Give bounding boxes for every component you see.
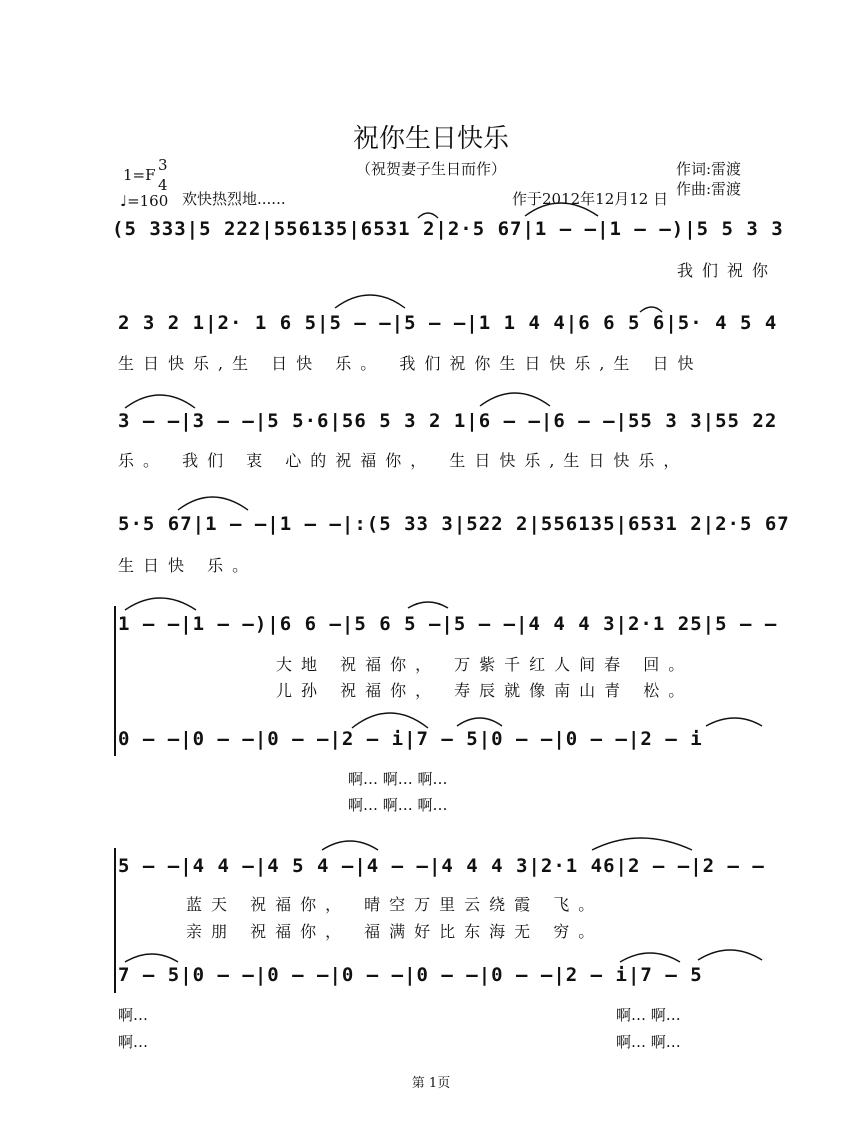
harmony-lyrics-6-right-verse-1: 啊… 啊… [616,1006,681,1024]
harmony-line-6: 7 – 5|0 – –|0 – –|0 – –|0 – –|0 – –|2 – i|7 – 5 [118,964,703,986]
lyrics-line-4: 生日快 乐。 [118,556,258,575]
harmony-lyrics-5-verse-2: 啊… 啊… 啊… [348,796,448,814]
harmony-line-5: 0 – –|0 – –|0 – –|2 – i|7 – 5|0 – –|0 – –|2 – i [118,728,703,750]
harmony-lyrics-5-verse-1: 啊… 啊… 啊… [348,770,448,788]
melody-line-1: (5 333|5 222|556135|6531 2|2·5 67|1 – –|1 – –)|5 5 3 3 [112,218,784,240]
melody-line-6: 5 – –|4 4 –|4 5 4 –|4 – –|4 4 4 3|2·1 46|2 – –|2 – – [118,855,765,877]
melody-line-3: 3 – –|3 – –|5 5·6|56 5 3 2 1|6 – –|6 – –|55 3 3|55 22 [118,410,778,432]
song-title: 祝你生日快乐 [352,124,509,154]
harmony-lyrics-6-left-verse-2: 啊… [118,1033,149,1051]
page-number: 第 1页 [411,1076,451,1091]
tempo-marking: ♩=160 [120,192,169,210]
lyrics-line-5-verse-1: 大地 祝福你， 万紫千红人间春 回。 [276,655,694,674]
lyrics-line-6-verse-1: 蓝天 祝福你， 晴空万里云绕霞 飞。 [186,895,604,914]
time-signature-top: 3 [158,156,168,174]
composer: 作曲:雷渡 [676,180,742,198]
lyricist: 作词:雷渡 [676,160,742,178]
song-subtitle: （祝贺妻子生日而作） [355,160,506,178]
lyrics-line-3: 乐。 我们 衷 心的祝福你， 生日快乐,生日快乐， [118,451,689,470]
lyrics-line-1: 我们祝你 [677,261,778,280]
composition-date: 作于2012年12月12 日 [512,190,669,208]
lyrics-line-5-verse-2: 儿孙 祝福你， 寿辰就像南山青 松。 [276,681,694,700]
time-signature-bottom: 4 [158,176,168,194]
expression-marking: 欢快热烈地...... [182,190,286,208]
key-signature: 1=F [123,166,156,184]
harmony-lyrics-6-right-verse-2: 啊… 啊… [616,1033,681,1051]
melody-line-4: 5·5 67|1 – –|1 – –|:(5 33 3|522 2|556135|6531 2|2·5 67 [118,513,790,535]
lyrics-line-2: 生日快乐,生 日快 乐。 我们祝你生日快乐,生 日快 [118,354,703,373]
melody-line-5: 1 – –|1 – –)|6 6 –|5 6 5 –|5 – –|4 4 4 3|2·1 25|5 – – [118,613,778,635]
lyrics-line-6-verse-2: 亲朋 祝福你， 福满好比东海无 穷。 [186,922,604,941]
melody-line-2: 2 3 2 1|2· 1 6 5|5 – –|5 – –|1 1 4 4|6 6 5 6|5· 4 5 4 [118,312,778,334]
harmony-lyrics-6-left-verse-1: 啊… [118,1006,149,1024]
